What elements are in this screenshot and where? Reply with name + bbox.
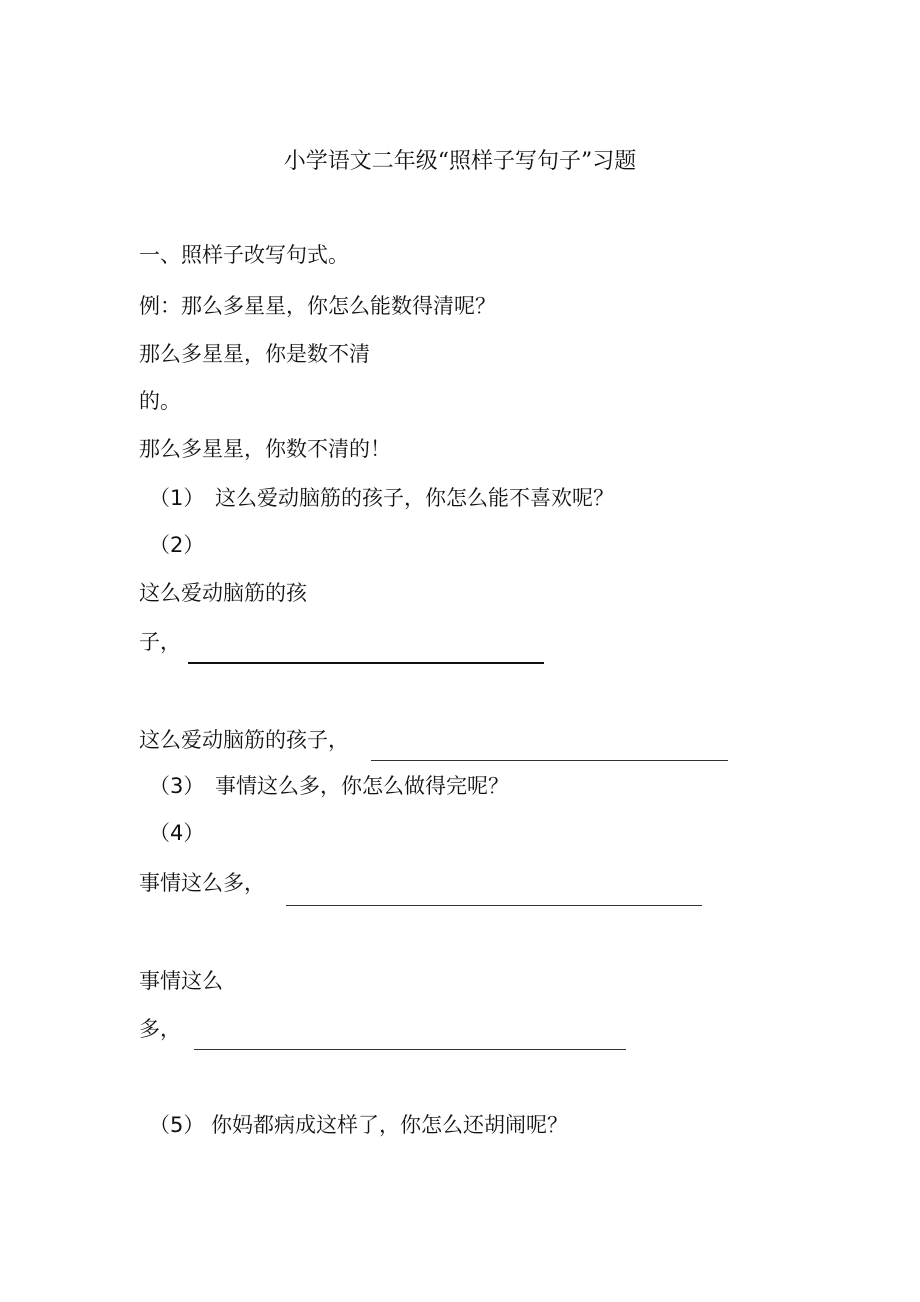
section-heading: 一、照样子改写句式。	[139, 243, 349, 267]
answer-3-prompt: 事情这么多，	[139, 871, 265, 895]
page-title: 小学语文二年级“照样子写句子”习题	[283, 149, 637, 174]
answer-blank[interactable]	[188, 662, 544, 664]
question-5	[139, 1110, 568, 1140]
answer-1-line-1: 这么爱动脑筋的孩	[139, 581, 307, 605]
example-line-1: 例：那么多星星，你怎么能数得清呢？	[139, 294, 496, 318]
example-line-2: 那么多星星，你是数不清	[139, 342, 370, 366]
question-3	[139, 771, 509, 801]
question-text: 你妈都病成这样了，你怎么还胡闹呢？	[211, 1113, 568, 1137]
question-number: （3）	[149, 774, 205, 798]
answer-1-line-2: 子，	[139, 630, 181, 654]
question-number: （1）	[149, 486, 205, 510]
answer-blank[interactable]	[286, 905, 702, 906]
question-4	[139, 818, 215, 848]
answer-blank[interactable]	[194, 1049, 626, 1050]
question-1	[139, 483, 614, 513]
question-text: 事情这么多，你怎么做得完呢？	[215, 774, 509, 798]
question-number: （5）	[149, 1113, 205, 1137]
question-number: （4）	[149, 821, 205, 845]
question-number: （2）	[149, 533, 205, 557]
answer-4-line-2: 多，	[139, 1017, 181, 1041]
example-line-4: 那么多星星，你数不清的！	[139, 437, 391, 461]
answer-blank[interactable]	[371, 760, 728, 761]
answer-4-line-1: 事情这么	[139, 969, 223, 993]
example-line-3: 的。	[139, 389, 181, 413]
question-text: 这么爱动脑筋的孩子，你怎么能不喜欢呢？	[215, 486, 614, 510]
answer-2-prompt: 这么爱动脑筋的孩子，	[139, 728, 349, 752]
question-2	[139, 530, 215, 560]
